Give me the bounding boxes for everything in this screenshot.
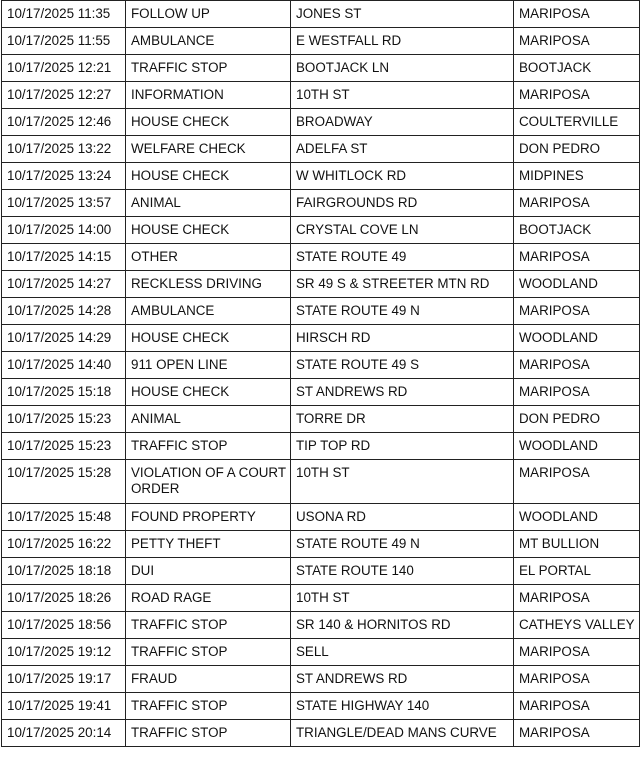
location-cell: JONES ST [291, 1, 514, 28]
location-cell: BROADWAY [291, 109, 514, 136]
date-time-cell: 10/17/2025 19:12 [2, 639, 126, 666]
date-time-cell: 10/17/2025 14:40 [2, 352, 126, 379]
location-cell: 10TH ST [291, 585, 514, 612]
city-cell: MARIPOSA [514, 28, 640, 55]
table-row [2, 720, 640, 747]
call-log-body [2, 1, 640, 747]
table-row [2, 460, 640, 504]
location-cell: CRYSTAL COVE LN [291, 217, 514, 244]
table-row [2, 693, 640, 720]
table-row [2, 298, 640, 325]
call-type-cell: HOUSE CHECK [126, 379, 291, 406]
location-cell: E WESTFALL RD [291, 28, 514, 55]
city-cell: MARIPOSA [514, 460, 640, 504]
location-cell: SELL [291, 639, 514, 666]
date-time-cell: 10/17/2025 14:28 [2, 298, 126, 325]
location-cell: TORRE DR [291, 406, 514, 433]
date-time-cell: 10/17/2025 19:41 [2, 693, 126, 720]
city-cell: MARIPOSA [514, 379, 640, 406]
city-cell: MT BULLION [514, 531, 640, 558]
call-type-cell: AMBULANCE [126, 28, 291, 55]
call-type-cell: VIOLATION OF A COURT ORDER [126, 460, 291, 504]
table-row [2, 612, 640, 639]
table-row [2, 666, 640, 693]
table-row [2, 163, 640, 190]
date-time-cell: 10/17/2025 14:00 [2, 217, 126, 244]
table-row [2, 136, 640, 163]
city-cell: MIDPINES [514, 163, 640, 190]
call-type-cell: ANIMAL [126, 190, 291, 217]
call-type-cell: TRAFFIC STOP [126, 55, 291, 82]
table-row [2, 82, 640, 109]
date-time-cell: 10/17/2025 13:57 [2, 190, 126, 217]
date-time-cell: 10/17/2025 14:27 [2, 271, 126, 298]
location-cell: STATE ROUTE 140 [291, 558, 514, 585]
call-type-cell: PETTY THEFT [126, 531, 291, 558]
location-cell: STATE HIGHWAY 140 [291, 693, 514, 720]
city-cell: WOODLAND [514, 325, 640, 352]
location-cell: SR 49 S & STREETER MTN RD [291, 271, 514, 298]
location-cell: STATE ROUTE 49 N [291, 531, 514, 558]
location-cell: BOOTJACK LN [291, 55, 514, 82]
location-cell: STATE ROUTE 49 N [291, 298, 514, 325]
location-cell: STATE ROUTE 49 S [291, 352, 514, 379]
table-row [2, 558, 640, 585]
table-row [2, 109, 640, 136]
city-cell: MARIPOSA [514, 1, 640, 28]
city-cell: WOODLAND [514, 504, 640, 531]
city-cell: MARIPOSA [514, 666, 640, 693]
location-cell: STATE ROUTE 49 [291, 244, 514, 271]
table-row [2, 1, 640, 28]
call-type-cell: FRAUD [126, 666, 291, 693]
call-type-cell: WELFARE CHECK [126, 136, 291, 163]
city-cell: COULTERVILLE [514, 109, 640, 136]
date-time-cell: 10/17/2025 15:23 [2, 433, 126, 460]
table-row [2, 531, 640, 558]
location-cell: 10TH ST [291, 82, 514, 109]
call-type-cell: ROAD RAGE [126, 585, 291, 612]
date-time-cell: 10/17/2025 12:46 [2, 109, 126, 136]
location-cell: HIRSCH RD [291, 325, 514, 352]
date-time-cell: 10/17/2025 18:18 [2, 558, 126, 585]
city-cell: MARIPOSA [514, 190, 640, 217]
table-row [2, 325, 640, 352]
date-time-cell: 10/17/2025 11:55 [2, 28, 126, 55]
date-time-cell: 10/17/2025 11:35 [2, 1, 126, 28]
call-type-cell: HOUSE CHECK [126, 325, 291, 352]
city-cell: MARIPOSA [514, 244, 640, 271]
city-cell: WOODLAND [514, 271, 640, 298]
date-time-cell: 10/17/2025 13:24 [2, 163, 126, 190]
date-time-cell: 10/17/2025 14:15 [2, 244, 126, 271]
table-row [2, 433, 640, 460]
table-row [2, 352, 640, 379]
call-type-cell: RECKLESS DRIVING [126, 271, 291, 298]
table-row [2, 639, 640, 666]
table-row [2, 379, 640, 406]
call-type-cell: HOUSE CHECK [126, 163, 291, 190]
city-cell: MARIPOSA [514, 82, 640, 109]
location-cell: TIP TOP RD [291, 433, 514, 460]
call-type-cell: HOUSE CHECK [126, 109, 291, 136]
city-cell: WOODLAND [514, 433, 640, 460]
date-time-cell: 10/17/2025 19:17 [2, 666, 126, 693]
call-type-cell: TRAFFIC STOP [126, 639, 291, 666]
date-time-cell: 10/17/2025 16:22 [2, 531, 126, 558]
call-type-cell: INFORMATION [126, 82, 291, 109]
call-type-cell: DUI [126, 558, 291, 585]
call-type-cell: HOUSE CHECK [126, 217, 291, 244]
table-row [2, 190, 640, 217]
city-cell: CATHEYS VALLEY [514, 612, 640, 639]
date-time-cell: 10/17/2025 15:23 [2, 406, 126, 433]
table-row [2, 55, 640, 82]
date-time-cell: 10/17/2025 15:28 [2, 460, 126, 504]
call-type-cell: OTHER [126, 244, 291, 271]
location-cell: TRIANGLE/DEAD MANS CURVE [291, 720, 514, 747]
date-time-cell: 10/17/2025 18:56 [2, 612, 126, 639]
call-type-cell: TRAFFIC STOP [126, 612, 291, 639]
city-cell: MARIPOSA [514, 352, 640, 379]
city-cell: DON PEDRO [514, 406, 640, 433]
call-type-cell: TRAFFIC STOP [126, 433, 291, 460]
call-log-table [1, 0, 640, 747]
city-cell: MARIPOSA [514, 585, 640, 612]
location-cell: 10TH ST [291, 460, 514, 504]
location-cell: USONA RD [291, 504, 514, 531]
city-cell: MARIPOSA [514, 639, 640, 666]
date-time-cell: 10/17/2025 15:18 [2, 379, 126, 406]
table-row [2, 217, 640, 244]
location-cell: ST ANDREWS RD [291, 379, 514, 406]
table-row [2, 28, 640, 55]
call-type-cell: AMBULANCE [126, 298, 291, 325]
call-type-cell: FOUND PROPERTY [126, 504, 291, 531]
city-cell: MARIPOSA [514, 693, 640, 720]
call-type-cell: FOLLOW UP [126, 1, 291, 28]
location-cell: FAIRGROUNDS RD [291, 190, 514, 217]
location-cell: W WHITLOCK RD [291, 163, 514, 190]
location-cell: ST ANDREWS RD [291, 666, 514, 693]
date-time-cell: 10/17/2025 12:27 [2, 82, 126, 109]
date-time-cell: 10/17/2025 13:22 [2, 136, 126, 163]
date-time-cell: 10/17/2025 14:29 [2, 325, 126, 352]
city-cell: BOOTJACK [514, 55, 640, 82]
location-cell: SR 140 & HORNITOS RD [291, 612, 514, 639]
city-cell: EL PORTAL [514, 558, 640, 585]
table-row [2, 244, 640, 271]
date-time-cell: 10/17/2025 15:48 [2, 504, 126, 531]
table-row [2, 406, 640, 433]
city-cell: MARIPOSA [514, 720, 640, 747]
table-row [2, 271, 640, 298]
date-time-cell: 10/17/2025 20:14 [2, 720, 126, 747]
date-time-cell: 10/17/2025 12:21 [2, 55, 126, 82]
city-cell: DON PEDRO [514, 136, 640, 163]
call-type-cell: ANIMAL [126, 406, 291, 433]
date-time-cell: 10/17/2025 18:26 [2, 585, 126, 612]
table-row [2, 585, 640, 612]
call-type-cell: 911 OPEN LINE [126, 352, 291, 379]
table-row [2, 504, 640, 531]
call-type-cell: TRAFFIC STOP [126, 693, 291, 720]
city-cell: BOOTJACK [514, 217, 640, 244]
city-cell: MARIPOSA [514, 298, 640, 325]
location-cell: ADELFA ST [291, 136, 514, 163]
call-type-cell: TRAFFIC STOP [126, 720, 291, 747]
